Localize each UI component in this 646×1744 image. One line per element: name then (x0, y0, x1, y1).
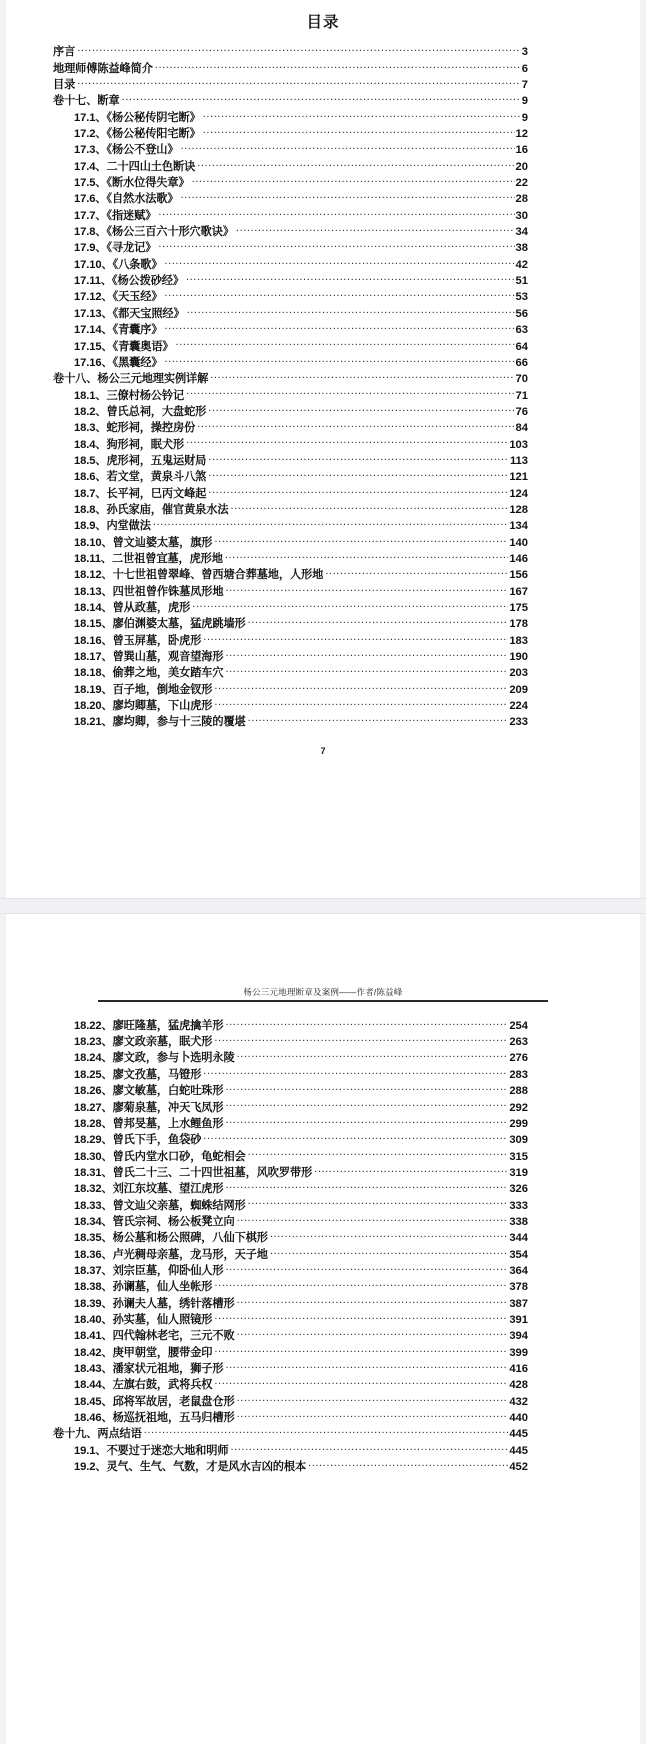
toc-entry-label: 18.5、虎形祠，五鬼运财局 (74, 454, 207, 467)
toc-entry-page-number: 378 (509, 1281, 528, 1294)
toc-entry[interactable] (6, 1410, 640, 1426)
toc-entry-label: 18.30、曾氏内堂水口砂，龟蛇相会 (74, 1150, 246, 1163)
toc-entry-label: 18.18、偷葬之地，美女踏车穴 (74, 667, 224, 680)
toc-entry-label: 18.14、曾从政墓，虎形 (74, 602, 191, 615)
toc-entry-label: 18.13、四世祖曾作铢墓凤形地 (74, 585, 224, 598)
toc-entry-label: 18.15、廖伯渊婆太墓，猛虎跳墙形 (74, 618, 246, 631)
toc-entry-label: 17.12、《天玉经》 (74, 291, 163, 304)
toc-leader-dots (248, 1148, 509, 1159)
toc-entry[interactable] (6, 240, 640, 256)
toc-entry[interactable] (6, 1394, 640, 1410)
toc-entry-label: 18.20、廖均卿墓，下山虎形 (74, 700, 213, 713)
toc-entry[interactable] (6, 1426, 640, 1442)
toc-entry[interactable] (6, 208, 640, 224)
toc-entry[interactable] (6, 224, 640, 240)
toc-leader-dots (180, 142, 514, 153)
toc-entry-label: 地理师傅陈益峰简介 (53, 62, 153, 75)
toc-leader-dots (214, 1377, 508, 1388)
document-page-1 (6, 0, 640, 898)
toc-entry-label: 17.14、《青囊序》 (74, 324, 163, 337)
toc-entry[interactable] (6, 404, 640, 420)
toc-leader-dots (192, 175, 515, 186)
toc-entry[interactable] (6, 436, 640, 452)
toc-entry[interactable] (6, 1018, 640, 1034)
toc-entry-label: 17.1、《杨公秘传阴宅断》 (74, 111, 201, 124)
toc-entry-label: 18.35、杨公墓和杨公照碑，八仙下棋形 (74, 1232, 268, 1245)
toc-entry[interactable] (6, 649, 640, 665)
toc-entry-page-number: 28 (515, 193, 528, 206)
toc-leader-dots (230, 1443, 508, 1454)
toc-leader-dots (236, 224, 515, 235)
toc-entry[interactable] (6, 583, 640, 599)
toc-entry-label: 18.41、四代翰林老宅，三元不败 (74, 1330, 235, 1343)
toc-entry-page-number: 103 (509, 438, 528, 451)
running-head-text: 杨公三元地理断章及案例——作者/陈益峰 (243, 987, 403, 997)
toc-entry[interactable] (6, 1214, 640, 1230)
toc-entry-label: 18.8、孙氏家庙，催官黄泉水法 (74, 503, 229, 516)
toc-entry-label: 17.11、《杨公拨砂经》 (74, 275, 184, 288)
toc-entry-label: 18.1、三僚村杨公钤记 (74, 389, 185, 402)
toc-leader-dots (214, 1344, 508, 1355)
toc-entry[interactable] (6, 338, 640, 354)
toc-entry-label: 17.2、《杨公秘传阳宅断》 (74, 128, 201, 141)
toc-leader-dots (237, 1050, 509, 1061)
toc-entry-page-number: 63 (515, 324, 528, 337)
toc-entry[interactable] (6, 1083, 640, 1099)
toc-entry-page-number: 51 (515, 275, 528, 288)
toc-entry-page-number: 7 (521, 79, 528, 92)
toc-entry[interactable] (6, 1246, 640, 1262)
toc-entry-label: 18.33、曾文辿父亲墓，蜘蛛结网形 (74, 1199, 246, 1212)
toc-entry-page-number: 445 (509, 1428, 528, 1441)
toc-leader-dots (187, 306, 515, 317)
toc-entry[interactable] (6, 567, 640, 583)
toc-entry-page-number: 84 (515, 422, 528, 435)
toc-entry-page-number: 203 (509, 667, 528, 680)
toc-leader-dots (203, 110, 521, 121)
toc-entry[interactable] (6, 1148, 640, 1164)
toc-entry-label: 18.44、左旗右鼓，武将兵权 (74, 1379, 213, 1392)
toc-leader-dots (203, 1067, 508, 1078)
toc-entry-label: 18.23、廖文政亲墓，眠犬形 (74, 1036, 213, 1049)
toc-entry-page-number: 292 (509, 1101, 528, 1114)
toc-leader-dots (186, 273, 515, 284)
toc-entry-page-number: 30 (515, 209, 528, 222)
toc-entry-page-number: 428 (509, 1379, 528, 1392)
toc-entry-page-number: 326 (509, 1183, 528, 1196)
toc-entry-label: 18.26、廖文敏墓，白蛇吐珠形 (74, 1085, 224, 1098)
toc-entry-page-number: 209 (509, 683, 528, 696)
toc-entry-page-number: 53 (515, 291, 528, 304)
toc-entry-label: 18.2、曾氏总祠，大盘蛇形 (74, 405, 207, 418)
toc-entry-label: 18.39、孙谰夫人墓，绣针落槽形 (74, 1297, 235, 1310)
toc-entry-page-number: 344 (509, 1232, 528, 1245)
toc-entry-label: 18.22、廖旺隆墓，猛虎擒羊形 (74, 1019, 224, 1032)
toc-entry-label: 18.6、若文堂，黄泉斗八煞 (74, 471, 207, 484)
toc-entry-label: 18.36、卢光稠母亲墓，龙马形，天子地 (74, 1248, 268, 1261)
toc-entry-page-number: 315 (509, 1150, 528, 1163)
toc-leader-dots (197, 159, 514, 170)
toc-leader-dots (225, 583, 508, 594)
toc-entry-label: 17.8、《杨公三百六十形穴歌诀》 (74, 226, 234, 239)
toc-entry-page-number: 16 (515, 144, 528, 157)
toc-entry[interactable] (6, 600, 640, 616)
toc-entry-page-number: 3 (521, 46, 528, 59)
toc-entry[interactable] (6, 175, 640, 191)
toc-leader-dots (225, 649, 508, 660)
toc-entry-page-number: 319 (509, 1166, 528, 1179)
toc-entry[interactable] (6, 616, 640, 632)
toc-entry-page-number: 76 (515, 405, 528, 418)
toc-entry[interactable] (6, 502, 640, 518)
toc-leader-dots (237, 1394, 509, 1405)
toc-entry-label: 卷十八、杨公三元地理实例详解 (53, 373, 209, 386)
toc-leader-dots (225, 665, 508, 676)
toc-leader-dots (214, 1312, 508, 1323)
toc-leader-dots (237, 1328, 509, 1339)
toc-leader-dots (153, 518, 509, 529)
table-of-contents-page-1 (6, 33, 640, 730)
toc-entry[interactable] (6, 1328, 640, 1344)
toc-entry[interactable] (6, 485, 640, 501)
toc-leader-dots (155, 60, 521, 71)
toc-leader-dots (225, 551, 508, 562)
toc-leader-dots (208, 469, 508, 480)
toc-entry-label: 18.3、蛇形祠，操控房份 (74, 422, 196, 435)
toc-entry[interactable] (6, 142, 640, 158)
page-separator (0, 898, 646, 914)
toc-entry[interactable] (6, 60, 640, 76)
toc-entry[interactable] (6, 420, 640, 436)
toc-entry-label: 18.43、潘家状元祖地，狮子形 (74, 1363, 224, 1375)
toc-entry[interactable] (6, 551, 640, 567)
toc-entry-label: 18.24、廖文政，参与卜选明永陵 (74, 1052, 235, 1065)
toc-entry[interactable] (6, 698, 640, 714)
toc-entry[interactable] (6, 1361, 640, 1377)
toc-entry-label: 卷十七、断章 (53, 95, 120, 108)
toc-entry[interactable] (6, 1034, 640, 1050)
toc-entry-page-number: 9 (521, 111, 528, 124)
toc-entry[interactable] (6, 714, 640, 730)
toc-leader-dots (270, 1230, 509, 1241)
toc-entry-label: 18.12、十七世祖曾翠峰、曾西塘合葬墓地，人形地 (74, 569, 324, 582)
toc-leader-dots (214, 682, 508, 693)
toc-entry-label: 18.34、管氏宗祠、杨公板凳立向 (74, 1215, 235, 1228)
toc-leader-dots (122, 93, 521, 104)
toc-entry[interactable] (6, 1197, 640, 1213)
toc-entry-page-number: 416 (509, 1363, 528, 1375)
toc-entry-page-number: 134 (509, 520, 528, 533)
toc-leader-dots (214, 1034, 508, 1045)
toc-entry[interactable] (6, 1344, 640, 1360)
toc-entry-label: 18.21、廖均卿，参与十三陵的覆堪 (74, 716, 246, 729)
toc-leader-dots (164, 322, 514, 333)
toc-entry[interactable] (6, 273, 640, 289)
toc-entry[interactable] (6, 159, 640, 175)
toc-leader-dots (270, 1246, 509, 1257)
toc-entry[interactable] (6, 355, 640, 371)
toc-entry-label: 18.16、曾玉屏墓，卧虎形 (74, 634, 202, 647)
toc-entry-label: 18.27、廖菊泉墓，冲天飞凤形 (74, 1101, 224, 1114)
toc-entry-page-number: 233 (509, 716, 528, 729)
toc-entry[interactable] (6, 1132, 640, 1148)
toc-entry[interactable] (6, 1181, 640, 1197)
toc-entry-page-number: 146 (509, 552, 528, 565)
toc-entry-label: 17.13、《都天宝照经》 (74, 307, 185, 320)
toc-entry-page-number: 309 (509, 1134, 528, 1147)
toc-leader-dots (203, 126, 515, 137)
toc-entry-page-number: 299 (509, 1117, 528, 1130)
toc-entry[interactable] (6, 77, 640, 93)
toc-leader-dots (208, 453, 509, 464)
toc-entry-label: 19.1、不要过于迷恋大地和明师 (74, 1444, 229, 1457)
toc-entry-page-number: 399 (509, 1346, 528, 1359)
toc-entry[interactable] (6, 126, 640, 142)
toc-entry-label: 17.5、《断水位得失章》 (74, 177, 190, 190)
toc-leader-dots (225, 1361, 508, 1372)
toc-entry[interactable] (6, 1050, 640, 1066)
toc-entry[interactable] (6, 1116, 640, 1132)
toc-entry[interactable] (6, 1165, 640, 1181)
toc-entry-page-number: 71 (515, 389, 528, 402)
toc-entry-label: 18.40、孙实墓，仙人照镜形 (74, 1313, 213, 1326)
toc-entry-page-number: 190 (509, 651, 528, 664)
toc-entry-label: 17.7、《指迷赋》 (74, 209, 157, 222)
toc-entry-page-number: 156 (509, 569, 528, 582)
toc-leader-dots (77, 44, 521, 55)
toc-entry-label: 17.6、《自然水法歌》 (74, 193, 179, 206)
toc-entry-page-number: 224 (509, 700, 528, 713)
toc-entry-page-number: 440 (509, 1412, 528, 1425)
toc-entry-label: 18.42、庚甲朝堂，腰带金印 (74, 1346, 213, 1359)
toc-entry[interactable] (6, 387, 640, 403)
page-title: 目录 (306, 14, 340, 31)
toc-entry-label: 18.9、内堂做法 (74, 520, 151, 533)
toc-leader-dots (192, 600, 508, 611)
toc-entry-label: 目录 (53, 79, 76, 92)
toc-entry-page-number: 70 (515, 373, 528, 386)
toc-entry[interactable] (6, 1263, 640, 1279)
toc-entry-page-number: 263 (509, 1036, 528, 1049)
toc-leader-dots (180, 191, 514, 202)
toc-entry-label: 18.28、曾邦旻墓，上水鲤鱼形 (74, 1117, 224, 1130)
toc-entry-label: 17.9、《寻龙记》 (74, 242, 157, 255)
toc-entry[interactable] (6, 453, 640, 469)
table-of-contents-page-2 (6, 1002, 640, 1476)
toc-entry[interactable] (6, 1279, 640, 1295)
toc-leader-dots (164, 355, 514, 366)
toc-leader-dots (176, 338, 515, 349)
toc-entry-label: 17.16、《黑囊经》 (74, 356, 163, 369)
toc-entry[interactable] (6, 469, 640, 485)
toc-entry[interactable] (6, 110, 640, 126)
toc-entry-page-number: 283 (509, 1068, 528, 1081)
toc-leader-dots (208, 485, 508, 496)
folio-page-number: 7 (320, 745, 326, 756)
toc-leader-dots (314, 1165, 508, 1176)
toc-leader-dots (77, 77, 521, 88)
toc-leader-dots (197, 420, 514, 431)
toc-entry-page-number: 20 (515, 160, 528, 173)
toc-entry-label: 18.37、刘宗臣墓，仰卧仙人形 (74, 1264, 224, 1277)
toc-entry-page-number: 124 (509, 487, 528, 500)
toc-entry[interactable] (6, 534, 640, 550)
toc-entry[interactable] (6, 633, 640, 649)
toc-entry-page-number: 178 (509, 618, 528, 631)
toc-entry-page-number: 113 (509, 454, 528, 467)
toc-entry-page-number: 394 (509, 1330, 528, 1343)
running-head (98, 914, 548, 1002)
toc-entry[interactable] (6, 1067, 640, 1083)
toc-entry-page-number: 64 (515, 340, 528, 353)
toc-leader-dots (186, 387, 514, 398)
toc-entry-page-number: 12 (515, 128, 528, 141)
toc-entry-label: 18.19、百子地，倒地金钗形 (74, 683, 213, 696)
toc-entry-page-number: 175 (509, 602, 528, 615)
toc-leader-dots (237, 1214, 509, 1225)
toc-entry-page-number: 432 (509, 1395, 528, 1408)
toc-entry-page-number: 128 (509, 503, 528, 516)
toc-leader-dots (158, 240, 514, 251)
toc-entry-page-number: 338 (509, 1215, 528, 1228)
toc-entry-label: 18.45、邱将军故居，老鼠盘仓形 (74, 1395, 235, 1408)
toc-entry-page-number: 56 (515, 307, 528, 320)
toc-leader-dots (144, 1426, 509, 1437)
toc-entry-label: 卷十九、两点结语 (53, 1428, 142, 1441)
toc-leader-dots (237, 1295, 509, 1306)
toc-entry-label: 18.25、廖文孜墓，马镫形 (74, 1068, 202, 1081)
toc-entry-page-number: 276 (509, 1052, 528, 1065)
toc-entry-label: 17.15、《青囊奥语》 (74, 340, 174, 353)
toc-entry-page-number: 452 (509, 1461, 528, 1474)
toc-entry-label: 17.3、《杨公不登山》 (74, 144, 179, 157)
toc-entry-label: 18.29、曾氏下手，鱼袋砂 (74, 1134, 202, 1147)
toc-leader-dots (230, 502, 508, 513)
toc-entry-label: 19.2、灵气、生气、气数，才是风水吉凶的根本 (74, 1461, 307, 1474)
toc-entry[interactable] (6, 665, 640, 681)
toc-entry[interactable] (6, 1377, 640, 1393)
toc-entry[interactable] (6, 1230, 640, 1246)
toc-leader-dots (325, 567, 508, 578)
toc-entry-page-number: 183 (509, 634, 528, 647)
toc-leader-dots (225, 1083, 508, 1094)
toc-entry-page-number: 364 (509, 1264, 528, 1277)
toc-entry[interactable] (6, 1312, 640, 1328)
toc-entry-label: 18.17、曾巽山墓，观音望海形 (74, 651, 224, 664)
toc-leader-dots (158, 208, 514, 219)
toc-entry-page-number: 140 (509, 536, 528, 549)
toc-entry[interactable] (6, 518, 640, 534)
toc-entry-page-number: 38 (515, 242, 528, 255)
toc-leader-dots (248, 1197, 509, 1208)
toc-entry[interactable] (6, 93, 640, 109)
toc-leader-dots (225, 1018, 508, 1029)
toc-entry-page-number: 66 (515, 356, 528, 369)
toc-entry-label: 18.46、杨巡抚祖地，五马归槽形 (74, 1412, 235, 1425)
toc-leader-dots (164, 289, 514, 300)
toc-entry-page-number: 288 (509, 1085, 528, 1098)
toc-entry-label: 18.4、狗形祠，眠犬形 (74, 438, 185, 451)
toc-entry-label: 18.31、曾氏二十三、二十四世祖墓，风吹罗带形 (74, 1166, 313, 1179)
toc-leader-dots (203, 633, 508, 644)
toc-entry-page-number: 167 (509, 585, 528, 598)
toc-entry-page-number: 42 (515, 258, 528, 271)
toc-entry[interactable] (6, 1443, 640, 1459)
toc-entry[interactable] (6, 289, 640, 305)
toc-leader-dots (225, 1116, 508, 1127)
toc-entry-label: 序言 (53, 46, 76, 59)
toc-leader-dots (214, 534, 508, 545)
toc-leader-dots (225, 1181, 508, 1192)
toc-leader-dots (214, 1279, 508, 1290)
toc-entry[interactable] (6, 44, 640, 60)
toc-entry[interactable] (6, 1099, 640, 1115)
toc-entry-page-number: 333 (509, 1199, 528, 1212)
toc-leader-dots (203, 1132, 508, 1143)
toc-leader-dots (208, 404, 514, 415)
toc-entry-label: 18.10、曾文辿婆太墓，旗形 (74, 536, 213, 549)
toc-entry-label: 17.4、二十四山土色断诀 (74, 160, 196, 173)
toc-entry[interactable] (6, 371, 640, 387)
toc-entry-page-number: 9 (521, 95, 528, 108)
toc-leader-dots (210, 371, 514, 382)
document-page-2 (6, 914, 640, 1744)
toc-leader-dots (164, 257, 514, 268)
toc-entry-page-number: 6 (521, 62, 528, 75)
toc-entry-page-number: 121 (509, 471, 528, 484)
toc-entry[interactable] (6, 322, 640, 338)
toc-entry[interactable] (6, 682, 640, 698)
toc-entry-label: 17.10、《八条歌》 (74, 258, 163, 271)
toc-entry-page-number: 34 (515, 226, 528, 239)
toc-entry-label: 18.32、刘江东坟墓、望江虎形 (74, 1183, 224, 1196)
toc-leader-dots (248, 616, 509, 627)
toc-leader-dots (214, 698, 508, 709)
toc-entry[interactable] (6, 1459, 640, 1475)
toc-leader-dots (225, 1263, 508, 1274)
toc-entry-label: 18.38、孙谰墓，仙人坐帐形 (74, 1281, 213, 1294)
toc-leader-dots (225, 1099, 508, 1110)
toc-entry-page-number: 22 (515, 177, 528, 190)
toc-leader-dots (308, 1459, 508, 1470)
toc-leader-dots (186, 436, 508, 447)
toc-entry[interactable] (6, 306, 640, 322)
toc-entry-page-number: 354 (509, 1248, 528, 1261)
toc-entry-label: 18.11、二世祖曾宜墓，虎形地 (74, 552, 223, 565)
toc-entry[interactable] (6, 257, 640, 273)
toc-entry-label: 18.7、长平祠，巳丙文峰起 (74, 487, 207, 500)
toc-entry-page-number: 445 (509, 1444, 528, 1457)
toc-entry-page-number: 387 (509, 1297, 528, 1310)
toc-leader-dots (248, 714, 509, 725)
toc-entry[interactable] (6, 191, 640, 207)
toc-entry-page-number: 254 (509, 1019, 528, 1032)
toc-leader-dots (237, 1410, 509, 1421)
toc-entry[interactable] (6, 1295, 640, 1311)
toc-entry-page-number: 391 (509, 1313, 528, 1326)
